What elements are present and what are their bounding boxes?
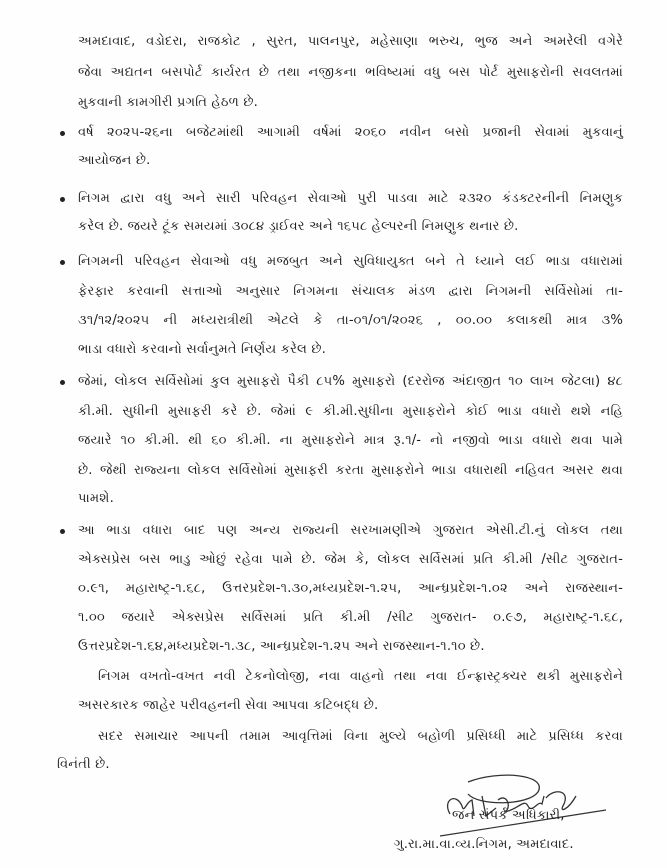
bullet-3-line-4: ભાડા વધારો કરવાનો સર્વાનુમતે નિર્ણય કરેલ છે. — [78, 342, 326, 357]
bullet-5-line-5: ઉત્તરપ્રદેશ-૧.૬૪,મધ્યપ્રદેશ-૧.૩૮, આન્ધ્રપ્રદેશ-૧.૨૫ અને રાજસ્થાન-૧.૧૦ છે. — [78, 639, 485, 654]
closing-1-line-1: નિગમ વખતો-વખત નવી ટેકનોલોજી, નવા વાહનો તથા નવા ઈન્ફ્રાસ્ટ્રક્ચર થકી મુસાફરોને — [98, 669, 623, 684]
bullet-4-line-3: જયારે ૧૦ કી.મી. થી ૬૦ કી.મી. ના મુસાફરોને માત્ર રૂ.૧/- નો નજીવો ભાડા વધારો થવા પામે — [78, 433, 623, 448]
bullet-3-line-3: ૩૧/૧૨/૨૦૨૫ ની મધ્યરાત્રીથી એટલે કે તા-૦૧/૦૧/૨૦૨૬ , ૦૦.૦૦ કલાકથી માત્ર ૩% — [78, 313, 623, 328]
bullet-icon — [60, 260, 65, 265]
handwritten-signature — [438, 770, 608, 840]
intro-line-3: મુકવાની કામગીરી પ્રગતિ હેઠળ છે. — [78, 95, 258, 110]
bullet-2-line-1: નિગમ દ્વારા વધુ અને સારી પરિવહન સેવાઓ પુરી પાડવા માટે ૨૩૨૦ કંડક્ટરનીની નિમણુક — [78, 191, 623, 206]
closing-1-line-2: અસરકારક જાહેર પરીવહનની સેવા આપવા કટિબદ્ધ છે. — [78, 698, 379, 713]
bullet-icon — [60, 197, 65, 202]
intro-line-2: જેવા અદ્યતન બસપોર્ટ કાર્યરત છે તથા નજીકના ભવિષ્યમાં વધુ બસ પોર્ટ મુસાફરોની સવલતમાં — [78, 65, 623, 80]
bullet-5-line-1: આ ભાડા વધારા બાદ પણ અન્ય રાજ્યની સરખામણીએ ગુજરાત એસી.ટી.નું લોકલ તથા — [78, 523, 623, 538]
signature-title: જન સંપર્ક અધિકારી, — [452, 808, 565, 823]
closing-2-line-1: સદર સમાચાર આપની તમામ આવૃત્તિમાં વિના મુલ્યે બહોળી પ્રસિધ્ધી માટે પ્રસિધ્ધ કરવા — [98, 729, 623, 744]
bullet-5-line-3: ૦.૯૧, મહારાષ્ટ્ર-૧.૬૮, ઉત્તરપ્રદેશ-૧.૩૦,મધ્યપ્રદેશ-૧.૨૫, આન્ધ્રપ્રદેશ-૧.૦૨ અને રાજસ્થાન- — [78, 581, 623, 596]
intro-line-1: અમદાવાદ, વડોદરા, રાજકોટ , સુરત, પાલનપુર, મહેસાણા ભરુચ, ભુજ અને અમરેલી વગેરે — [78, 34, 623, 49]
bullet-2-line-2: કરેલ છે. જયરે ટૂંક સમયમાં ૩૦૮૪ ડ્રાઈવર અને ૧૬૫૮ હેલ્પરની નિમણુક થનાર છે. — [78, 219, 519, 234]
bullet-icon — [60, 131, 65, 136]
bullet-4-line-1: જેમાં, લોકલ સર્વિસોમાં કુલ મુસાફરો પૈકી ૮૫% મુસાફરો (દરરોજ અંદાજીત ૧૦ લાખ જેટલા) ૪૮ — [78, 374, 623, 389]
bullet-4-line-4: છે. જેથી રાજ્યના લોકલ સર્વિસોમાં મુસાફરી કરતા મુસાફરોને ભાડા વધારાથી નહિવત અસર થવા — [78, 463, 623, 478]
bullet-5-line-2: એક્સપ્રેસ બસ ભાડુ ઓછું રહેવા પામે છે. જેમ કે, લોકલ સર્વિસમાં પ્રતિ કી.મી /સીટ ગુજરાત- — [78, 552, 623, 567]
bullet-3-line-2: ફેરફાર કરવાની સત્તાઓ અનુસાર નિગમના સંચાલક મંડળ દ્વારા નિગમની સર્વિસોમાં તા- — [78, 284, 623, 299]
closing-2-line-2: વિનંતી છે. — [57, 757, 110, 772]
bullet-3-line-1: નિગમની પરિવહન સેવાઓ વધુ મજબુત અને સુવિધાયુક્ત બને તે ધ્યાને લઈ ભાડા વધારામાં — [78, 254, 623, 269]
bullet-icon — [60, 529, 65, 534]
bullet-icon — [60, 380, 65, 385]
bullet-4-line-2: કી.મી. સુધીની મુસાફરી કરે છે. જેમાં ૯ કી.મી.સુધીના મુસાફરોને કોઈ ભાડા વધારો થશે નહિ — [78, 404, 623, 419]
bullet-1-line-1: વર્ષ ૨૦૨૫-૨૬ના બજેટમાંથી આગામી વર્ષમાં ૨૦૬૦ નવીન બસો પ્રજાની સેવામાં મુકવાનું — [78, 125, 623, 140]
bullet-1-line-2: આયોજન છે. — [78, 153, 151, 168]
bullet-4-line-5: પામશે. — [78, 491, 114, 506]
signature-organization: ગુ.રા.મા.વા.વ્ય.નિગમ, અમદાવાદ. — [394, 837, 574, 852]
bullet-5-line-4: ૧.૦૦ જયારે એક્સપ્રેસ સર્વિસમાં પ્રતિ કી.મી /સીટ ગુજરાત- ૦.૯૭, મહારાષ્ટ્ર-૧.૬૮, — [78, 610, 623, 625]
